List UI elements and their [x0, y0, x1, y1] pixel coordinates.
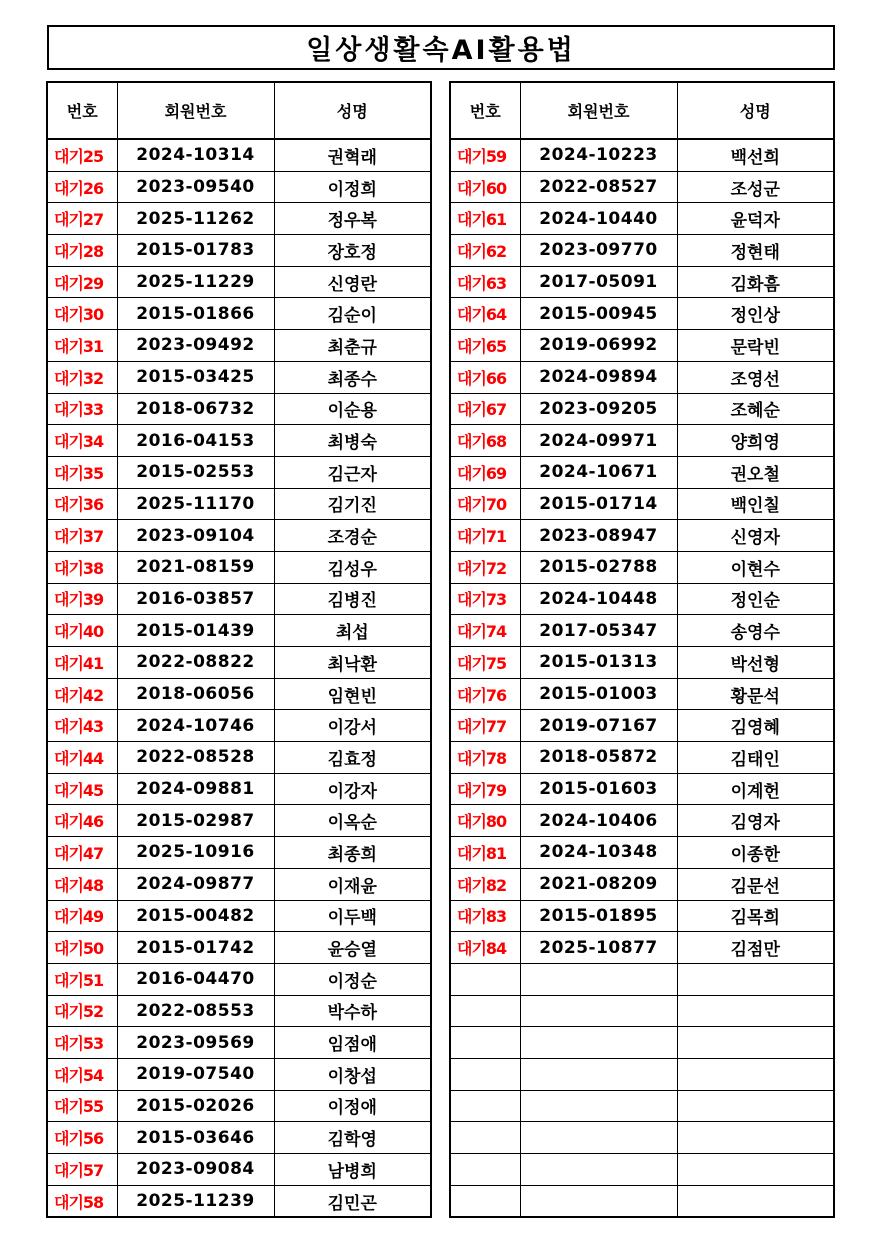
table-body	[450, 139, 834, 1217]
waiting-number-cell: 대기77	[450, 710, 520, 742]
table-body	[47, 139, 431, 1217]
member-id-cell: 2022-08528	[117, 742, 274, 774]
member-id-cell: 2025-11170	[117, 488, 274, 520]
table-row	[450, 425, 834, 457]
member-id-cell: 2019-07540	[117, 1058, 274, 1090]
member-id-cell: 2022-08822	[117, 647, 274, 679]
waiting-number-cell: 대기49	[47, 900, 117, 932]
member-name-cell: 김성우	[274, 551, 431, 583]
waiting-number-cell: 대기43	[47, 710, 117, 742]
member-id-cell: 2018-06732	[117, 393, 274, 425]
table-row	[47, 1058, 431, 1090]
member-id-cell: 2015-01866	[117, 298, 274, 330]
table-row	[450, 678, 834, 710]
member-name-cell: 김효정	[274, 742, 431, 774]
member-name-cell	[677, 1027, 834, 1059]
table-row	[450, 742, 834, 774]
member-name-cell: 황문석	[677, 678, 834, 710]
header-number: 번호	[47, 82, 117, 139]
member-name-cell: 정인순	[677, 583, 834, 615]
member-name-cell: 이정희	[274, 171, 431, 203]
table-row	[47, 615, 431, 647]
table-row	[47, 1090, 431, 1122]
member-name-cell: 송영수	[677, 615, 834, 647]
member-id-cell: 2015-01003	[520, 678, 677, 710]
member-id-cell: 2021-08159	[117, 551, 274, 583]
member-id-cell: 2017-05347	[520, 615, 677, 647]
member-name-cell: 권오철	[677, 456, 834, 488]
table-row	[450, 361, 834, 393]
member-name-cell: 윤승열	[274, 932, 431, 964]
table-row	[450, 235, 834, 267]
waiting-number-cell: 대기36	[47, 488, 117, 520]
table-row	[47, 742, 431, 774]
member-id-cell: 2023-09492	[117, 330, 274, 362]
member-id-cell	[520, 1185, 677, 1217]
member-name-cell: 박수하	[274, 995, 431, 1027]
table-row	[47, 1154, 431, 1186]
table-row	[47, 393, 431, 425]
member-id-cell: 2024-10314	[117, 139, 274, 171]
waiting-number-cell: 대기71	[450, 520, 520, 552]
member-name-cell: 김화흠	[677, 266, 834, 298]
member-name-cell: 이창섭	[274, 1058, 431, 1090]
table-row	[450, 1090, 834, 1122]
waiting-number-cell: 대기83	[450, 900, 520, 932]
member-id-cell	[520, 1122, 677, 1154]
member-name-cell: 이정애	[274, 1090, 431, 1122]
member-name-cell: 백인칠	[677, 488, 834, 520]
table-row	[47, 456, 431, 488]
member-name-cell: 이재윤	[274, 868, 431, 900]
member-id-cell: 2023-08947	[520, 520, 677, 552]
table-row	[47, 963, 431, 995]
member-name-cell	[677, 1185, 834, 1217]
waiting-number-cell: 대기32	[47, 361, 117, 393]
table-row	[450, 932, 834, 964]
waiting-number-cell	[450, 1154, 520, 1186]
member-id-cell: 2018-05872	[520, 742, 677, 774]
waiting-number-cell: 대기31	[47, 330, 117, 362]
member-id-cell: 2021-08209	[520, 868, 677, 900]
member-id-cell: 2015-00482	[117, 900, 274, 932]
table-row	[450, 805, 834, 837]
member-id-cell: 2018-06056	[117, 678, 274, 710]
waiting-number-cell: 대기57	[47, 1154, 117, 1186]
waiting-number-cell: 대기37	[47, 520, 117, 552]
member-id-cell: 2023-09770	[520, 235, 677, 267]
member-id-cell: 2025-11229	[117, 266, 274, 298]
member-id-cell: 2024-10223	[520, 139, 677, 171]
member-id-cell	[520, 995, 677, 1027]
member-name-cell: 권혁래	[274, 139, 431, 171]
member-name-cell: 이현수	[677, 551, 834, 583]
waiting-number-cell	[450, 1185, 520, 1217]
table-row	[47, 1185, 431, 1217]
table-row	[450, 330, 834, 362]
waiting-number-cell: 대기33	[47, 393, 117, 425]
member-id-cell: 2015-02026	[117, 1090, 274, 1122]
member-id-cell	[520, 1027, 677, 1059]
waiting-number-cell	[450, 1027, 520, 1059]
member-id-cell: 2025-11262	[117, 203, 274, 235]
member-name-cell	[677, 1122, 834, 1154]
table-row	[450, 1154, 834, 1186]
member-name-cell	[677, 1058, 834, 1090]
member-name-cell: 조경순	[274, 520, 431, 552]
waiting-number-cell: 대기44	[47, 742, 117, 774]
member-name-cell: 이두백	[274, 900, 431, 932]
table-row	[47, 647, 431, 679]
waiting-list-table-right	[449, 81, 835, 1218]
table-row	[450, 647, 834, 679]
member-name-cell: 이강자	[274, 773, 431, 805]
member-id-cell: 2024-10406	[520, 805, 677, 837]
header-name: 성명	[274, 82, 431, 139]
waiting-number-cell: 대기80	[450, 805, 520, 837]
member-name-cell: 김학영	[274, 1122, 431, 1154]
table-row	[450, 868, 834, 900]
table-row	[47, 551, 431, 583]
table-row	[47, 1122, 431, 1154]
waiting-number-cell: 대기41	[47, 647, 117, 679]
member-name-cell: 최병숙	[274, 425, 431, 457]
table-row	[47, 520, 431, 552]
waiting-number-cell: 대기47	[47, 837, 117, 869]
table-row	[47, 837, 431, 869]
member-name-cell: 이옥순	[274, 805, 431, 837]
member-name-cell: 김병진	[274, 583, 431, 615]
table-row	[450, 203, 834, 235]
waiting-number-cell: 대기46	[47, 805, 117, 837]
table-header-row	[47, 82, 431, 139]
member-id-cell: 2025-10916	[117, 837, 274, 869]
table-row	[450, 456, 834, 488]
member-name-cell	[677, 963, 834, 995]
waiting-number-cell	[450, 1058, 520, 1090]
member-name-cell: 정인상	[677, 298, 834, 330]
member-name-cell: 장호정	[274, 235, 431, 267]
waiting-number-cell	[450, 963, 520, 995]
waiting-number-cell: 대기28	[47, 235, 117, 267]
member-id-cell: 2024-10671	[520, 456, 677, 488]
member-name-cell: 김영혜	[677, 710, 834, 742]
table-row	[47, 425, 431, 457]
table-row	[450, 1185, 834, 1217]
member-id-cell: 2015-03646	[117, 1122, 274, 1154]
waiting-number-cell: 대기64	[450, 298, 520, 330]
waiting-number-cell: 대기29	[47, 266, 117, 298]
table-row	[47, 995, 431, 1027]
table-row	[450, 773, 834, 805]
table-row	[450, 551, 834, 583]
waiting-number-cell: 대기50	[47, 932, 117, 964]
table-row	[450, 710, 834, 742]
table-row	[47, 330, 431, 362]
member-id-cell: 2015-01603	[520, 773, 677, 805]
waiting-number-cell: 대기51	[47, 963, 117, 995]
waiting-number-cell: 대기54	[47, 1058, 117, 1090]
table-row	[450, 520, 834, 552]
table-row	[47, 583, 431, 615]
member-name-cell: 김영자	[677, 805, 834, 837]
waiting-number-cell: 대기69	[450, 456, 520, 488]
waiting-number-cell: 대기26	[47, 171, 117, 203]
table-row	[47, 139, 431, 171]
member-id-cell: 2015-01783	[117, 235, 274, 267]
page-title: 일상생활속AI활용법	[47, 25, 835, 70]
member-name-cell: 남병희	[274, 1154, 431, 1186]
member-id-cell: 2016-04470	[117, 963, 274, 995]
table-row	[450, 488, 834, 520]
member-name-cell: 최섭	[274, 615, 431, 647]
waiting-number-cell: 대기73	[450, 583, 520, 615]
table-row	[47, 1027, 431, 1059]
member-name-cell: 신영자	[677, 520, 834, 552]
member-id-cell: 2023-09569	[117, 1027, 274, 1059]
member-name-cell: 윤덕자	[677, 203, 834, 235]
member-name-cell: 김점만	[677, 932, 834, 964]
waiting-list-table-left	[46, 81, 432, 1218]
waiting-number-cell: 대기76	[450, 678, 520, 710]
table-row	[47, 678, 431, 710]
waiting-number-cell: 대기59	[450, 139, 520, 171]
member-id-cell: 2015-01714	[520, 488, 677, 520]
waiting-number-cell: 대기38	[47, 551, 117, 583]
table-row	[47, 868, 431, 900]
waiting-number-cell: 대기72	[450, 551, 520, 583]
table-row	[450, 298, 834, 330]
member-name-cell: 박선형	[677, 647, 834, 679]
waiting-number-cell: 대기75	[450, 647, 520, 679]
member-name-cell: 정우복	[274, 203, 431, 235]
table-row	[47, 805, 431, 837]
table-row	[47, 235, 431, 267]
waiting-number-cell: 대기60	[450, 171, 520, 203]
member-id-cell: 2023-09104	[117, 520, 274, 552]
table-row	[450, 615, 834, 647]
member-id-cell: 2024-10746	[117, 710, 274, 742]
member-id-cell: 2022-08527	[520, 171, 677, 203]
header-member-id: 회원번호	[520, 82, 677, 139]
member-name-cell: 문락빈	[677, 330, 834, 362]
waiting-number-cell: 대기81	[450, 837, 520, 869]
table-row	[47, 773, 431, 805]
waiting-number-cell	[450, 995, 520, 1027]
waiting-number-cell: 대기78	[450, 742, 520, 774]
member-id-cell: 2015-01895	[520, 900, 677, 932]
waiting-number-cell: 대기63	[450, 266, 520, 298]
member-id-cell: 2025-11239	[117, 1185, 274, 1217]
header-number: 번호	[450, 82, 520, 139]
member-name-cell: 김근자	[274, 456, 431, 488]
waiting-number-cell: 대기48	[47, 868, 117, 900]
member-name-cell: 최춘규	[274, 330, 431, 362]
member-name-cell: 이계헌	[677, 773, 834, 805]
member-name-cell: 김순이	[274, 298, 431, 330]
table-row	[450, 900, 834, 932]
member-name-cell: 조영선	[677, 361, 834, 393]
member-name-cell: 임현빈	[274, 678, 431, 710]
waiting-number-cell: 대기58	[47, 1185, 117, 1217]
table-row	[450, 139, 834, 171]
member-name-cell: 김태인	[677, 742, 834, 774]
member-id-cell: 2015-01439	[117, 615, 274, 647]
member-name-cell: 정현태	[677, 235, 834, 267]
member-id-cell: 2019-06992	[520, 330, 677, 362]
table-row	[450, 583, 834, 615]
member-name-cell: 이종한	[677, 837, 834, 869]
waiting-number-cell: 대기68	[450, 425, 520, 457]
table-row	[47, 266, 431, 298]
member-id-cell: 2025-10877	[520, 932, 677, 964]
waiting-number-cell: 대기35	[47, 456, 117, 488]
table-row	[450, 995, 834, 1027]
member-name-cell: 김기진	[274, 488, 431, 520]
member-id-cell: 2024-09877	[117, 868, 274, 900]
table-header-row	[450, 82, 834, 139]
waiting-number-cell: 대기67	[450, 393, 520, 425]
member-id-cell: 2024-09971	[520, 425, 677, 457]
member-name-cell	[677, 995, 834, 1027]
member-id-cell: 2015-00945	[520, 298, 677, 330]
waiting-number-cell: 대기27	[47, 203, 117, 235]
member-name-cell: 김민곤	[274, 1185, 431, 1217]
waiting-number-cell: 대기62	[450, 235, 520, 267]
member-id-cell: 2024-10448	[520, 583, 677, 615]
member-id-cell: 2023-09205	[520, 393, 677, 425]
member-name-cell	[677, 1154, 834, 1186]
table-row	[47, 171, 431, 203]
member-name-cell: 양희영	[677, 425, 834, 457]
table-row	[450, 1122, 834, 1154]
member-name-cell: 김문선	[677, 868, 834, 900]
member-name-cell: 이정순	[274, 963, 431, 995]
table-row	[47, 710, 431, 742]
member-id-cell	[520, 1058, 677, 1090]
table-row	[450, 837, 834, 869]
waiting-number-cell: 대기40	[47, 615, 117, 647]
member-id-cell: 2015-01742	[117, 932, 274, 964]
waiting-number-cell: 대기65	[450, 330, 520, 362]
waiting-number-cell: 대기52	[47, 995, 117, 1027]
member-id-cell: 2023-09084	[117, 1154, 274, 1186]
waiting-number-cell: 대기42	[47, 678, 117, 710]
waiting-number-cell: 대기55	[47, 1090, 117, 1122]
waiting-number-cell: 대기30	[47, 298, 117, 330]
table-row	[450, 171, 834, 203]
waiting-number-cell: 대기70	[450, 488, 520, 520]
member-name-cell: 최종희	[274, 837, 431, 869]
table-row	[450, 393, 834, 425]
waiting-number-cell: 대기56	[47, 1122, 117, 1154]
waiting-number-cell: 대기34	[47, 425, 117, 457]
header-name: 성명	[677, 82, 834, 139]
waiting-number-cell: 대기82	[450, 868, 520, 900]
member-id-cell: 2024-10348	[520, 837, 677, 869]
table-row	[450, 963, 834, 995]
waiting-number-cell: 대기25	[47, 139, 117, 171]
waiting-number-cell: 대기84	[450, 932, 520, 964]
waiting-number-cell: 대기53	[47, 1027, 117, 1059]
member-id-cell: 2024-10440	[520, 203, 677, 235]
table-row	[47, 900, 431, 932]
waiting-number-cell: 대기45	[47, 773, 117, 805]
table-row	[450, 1058, 834, 1090]
member-id-cell: 2015-03425	[117, 361, 274, 393]
member-id-cell: 2023-09540	[117, 171, 274, 203]
member-id-cell: 2016-04153	[117, 425, 274, 457]
member-id-cell: 2024-09881	[117, 773, 274, 805]
member-id-cell: 2017-05091	[520, 266, 677, 298]
member-name-cell: 최낙환	[274, 647, 431, 679]
waiting-number-cell: 대기61	[450, 203, 520, 235]
table-row	[47, 488, 431, 520]
member-name-cell: 이순용	[274, 393, 431, 425]
member-name-cell: 조혜순	[677, 393, 834, 425]
member-name-cell: 최종수	[274, 361, 431, 393]
header-member-id: 회원번호	[117, 82, 274, 139]
member-id-cell: 2024-09894	[520, 361, 677, 393]
waiting-number-cell: 대기74	[450, 615, 520, 647]
member-id-cell: 2016-03857	[117, 583, 274, 615]
member-id-cell: 2015-02788	[520, 551, 677, 583]
table-row	[47, 361, 431, 393]
table-row	[450, 1027, 834, 1059]
member-id-cell: 2015-02987	[117, 805, 274, 837]
member-id-cell	[520, 1090, 677, 1122]
member-id-cell: 2015-01313	[520, 647, 677, 679]
waiting-number-cell: 대기79	[450, 773, 520, 805]
member-name-cell: 조성군	[677, 171, 834, 203]
member-name-cell: 김목희	[677, 900, 834, 932]
member-id-cell: 2022-08553	[117, 995, 274, 1027]
member-name-cell: 신영란	[274, 266, 431, 298]
member-name-cell: 임점애	[274, 1027, 431, 1059]
table-row	[47, 298, 431, 330]
member-id-cell	[520, 1154, 677, 1186]
member-name-cell: 백선희	[677, 139, 834, 171]
member-id-cell: 2019-07167	[520, 710, 677, 742]
table-row	[450, 266, 834, 298]
waiting-number-cell	[450, 1122, 520, 1154]
waiting-number-cell: 대기39	[47, 583, 117, 615]
table-row	[47, 932, 431, 964]
member-name-cell: 이강서	[274, 710, 431, 742]
member-id-cell	[520, 963, 677, 995]
table-row	[47, 203, 431, 235]
waiting-number-cell: 대기66	[450, 361, 520, 393]
member-name-cell	[677, 1090, 834, 1122]
member-id-cell: 2015-02553	[117, 456, 274, 488]
waiting-number-cell	[450, 1090, 520, 1122]
